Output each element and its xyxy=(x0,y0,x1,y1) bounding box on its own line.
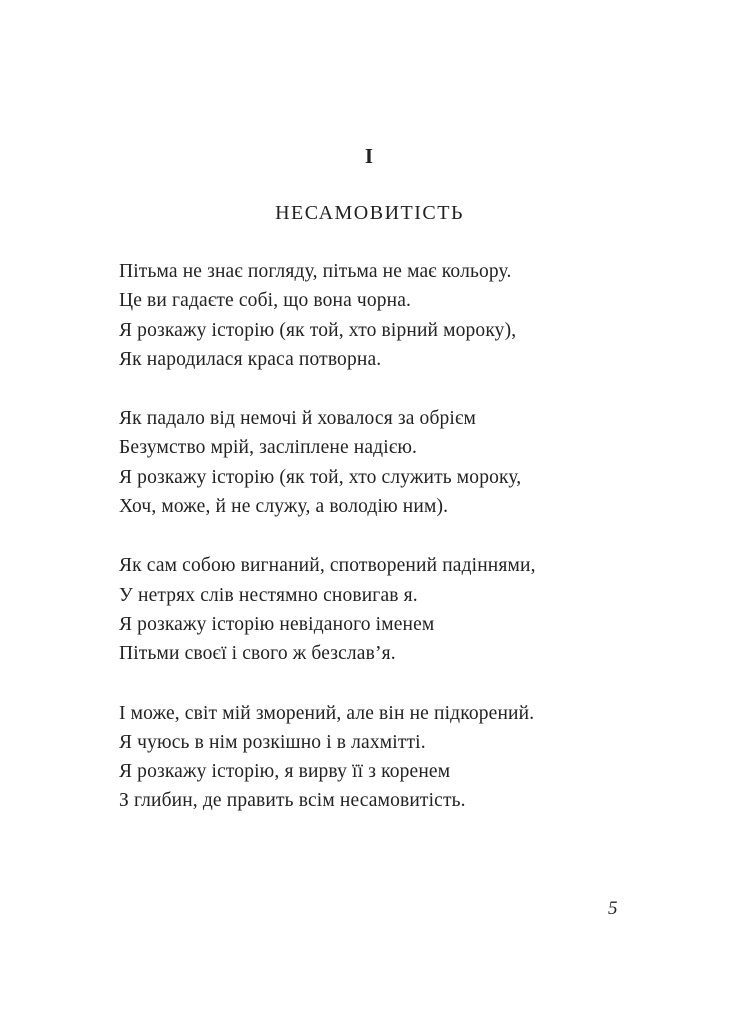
stanza-2 xyxy=(119,404,639,521)
poem-line: І може, світ мій зморений, але він не підкорений. xyxy=(119,702,535,724)
poem-line: У нетрях слів нестямно сновигав я. xyxy=(119,584,418,606)
poem-line: Як падало від немочі й ховалося за обрієм xyxy=(119,408,476,430)
poem-line: Я розкажу історію, я вирву її з коренем xyxy=(119,761,451,783)
poem-line: Я чуюсь в нім розкішно і в лахмітті. xyxy=(119,731,426,753)
stanza-1 xyxy=(119,257,639,374)
poem-line: Хоч, може, й не служу, а володію ним). xyxy=(119,496,449,518)
poem-body xyxy=(119,257,639,846)
poem-line: Я розкажу історію невіданого іменем xyxy=(119,613,435,635)
poem-line: Безумство мрій, засліплене надією. xyxy=(119,437,418,459)
poem-line: Пітьми своєї і свого ж безслав’я. xyxy=(119,643,396,665)
page-number: 5 xyxy=(608,898,618,919)
poem-line: Як сам собою вигнаний, спотворений падіннями, xyxy=(119,555,536,577)
stanza-3 xyxy=(119,551,639,668)
poem-line: Як народилася краса потворна. xyxy=(119,348,382,370)
stanza-4 xyxy=(119,699,639,816)
poem-title: НЕСАМОВИТІСТЬ xyxy=(275,202,464,224)
poem-line: Я розкажу історію (як той, хто служить мороку, xyxy=(119,466,522,488)
poem-line: Це ви гадаєте собі, що вона чорна. xyxy=(119,290,412,312)
poem-line: З глибин, де править всім несамовитість. xyxy=(119,790,466,812)
poem-line: Я розкажу історію (як той, хто вірний мороку), xyxy=(119,319,517,341)
chapter-number: I xyxy=(364,144,375,168)
poem-line: Пітьма не знає погляду, пітьма не має кольору. xyxy=(119,261,512,282)
